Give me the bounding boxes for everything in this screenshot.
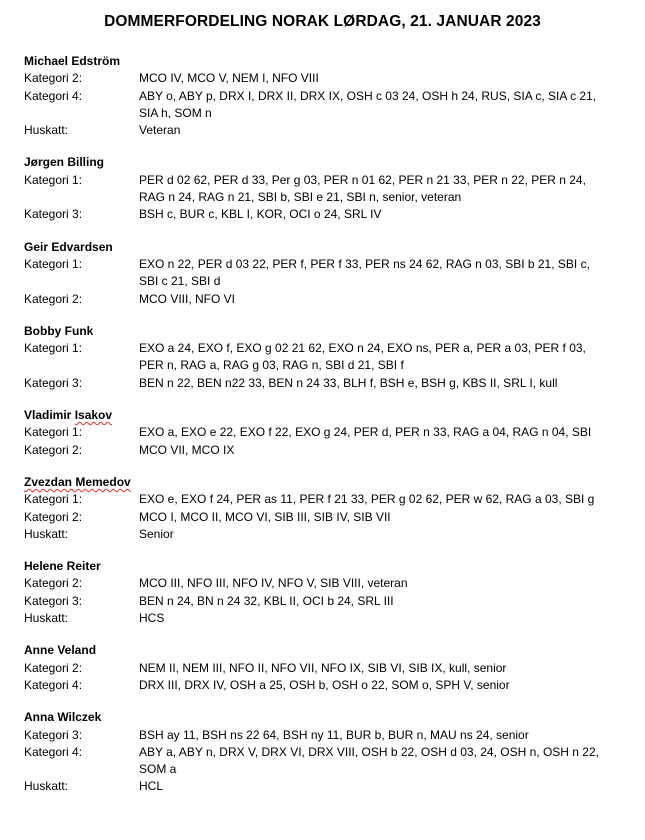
judge-name-part: Anna Wilczek	[24, 710, 102, 725]
judge-section	[24, 154, 624, 223]
category-row	[24, 491, 624, 508]
category-label: Kategori 3:	[24, 207, 83, 222]
category-value: SBI c 21, SBI d	[139, 274, 221, 289]
judge-name	[24, 154, 624, 171]
judge-name	[24, 642, 624, 659]
category-label: Huskatt:	[24, 779, 69, 794]
category-row	[24, 778, 624, 795]
judge-name-part: Anne Veland	[24, 643, 97, 658]
spellcheck-flagged-word: Zvezdan Memedov	[24, 474, 131, 489]
category-label: Kategori 2:	[24, 442, 83, 457]
category-label: Kategori 3:	[24, 375, 83, 390]
category-value: MCO VII, MCO IX	[139, 442, 235, 457]
judge-name-part: Helene Reiter	[24, 559, 101, 574]
category-row	[24, 727, 624, 744]
category-row	[24, 122, 624, 139]
category-value: SIA h, SOM n	[139, 105, 212, 120]
category-value: MCO VIII, NFO VI	[139, 291, 236, 306]
judge-section	[24, 53, 624, 139]
category-value: MCO III, NFO III, NFO IV, NFO V, SIB VIII, veteran	[139, 576, 408, 591]
judge-list	[24, 53, 624, 811]
category-row	[24, 442, 624, 459]
category-row	[24, 761, 624, 778]
category-value: RAG n 24, RAG n 21, SBI b, SBI e 21, SBI n, senior, veteran	[139, 190, 462, 205]
category-row	[24, 172, 624, 189]
category-value: ABY a, ABY n, DRX V, DRX VI, DRX VIII, OSH b 22, OSH d 03, 24, OSH n, OSH n 22,	[139, 744, 599, 759]
judge-name-part: Jørgen Billing	[24, 155, 105, 170]
category-row	[24, 375, 624, 392]
judge-name-part: Vladimir	[24, 408, 75, 423]
category-value: PER n, RAG a, RAG g 03, RAG n, SBI d 21, SBI f	[139, 358, 404, 373]
category-row	[24, 357, 624, 374]
category-row	[24, 677, 624, 694]
category-label: Kategori 2:	[24, 71, 83, 86]
category-row	[24, 575, 624, 592]
page-title: DOMMERFORDELING NORAK LØRDAG, 21. JANUAR 2023	[104, 13, 541, 30]
category-label	[24, 273, 139, 290]
category-label	[24, 189, 139, 206]
category-row	[24, 509, 624, 526]
category-label: Kategori 1:	[24, 492, 83, 507]
category-value: EXO a, EXO e 22, EXO f 22, EXO g 24, PER d, PER n 33, RAG a 04, RAG n 04, SBI	[139, 425, 592, 440]
category-label	[24, 105, 139, 122]
judge-section	[24, 323, 624, 392]
category-row	[24, 189, 624, 206]
category-value: NEM II, NEM III, NFO II, NFO VII, NFO IX, SIB VI, SIB IX, kull, senior	[139, 660, 507, 675]
category-value: EXO a 24, EXO f, EXO g 02 21 62, EXO n 24, EXO ns, PER a, PER a 03, PER f 03,	[139, 341, 586, 356]
category-row	[24, 105, 624, 122]
judge-section	[24, 642, 624, 694]
category-value: MCO I, MCO II, MCO VI, SIB III, SIB IV, SIB VII	[139, 509, 391, 524]
category-value: HCS	[139, 611, 165, 626]
judge-name	[24, 558, 624, 575]
judge-section	[24, 407, 624, 459]
category-label	[24, 357, 139, 374]
judge-name-part: Michael Edström	[24, 54, 121, 68]
category-label: Huskatt:	[24, 526, 69, 541]
category-value: ABY o, ABY p, DRX I, DRX II, DRX IX, OSH c 03 24, OSH h 24, RUS, SIA c, SIA c 21,	[139, 88, 597, 103]
judge-name	[24, 474, 624, 491]
category-value: BSH c, BUR c, KBL I, KOR, OCI o 24, SRL IV	[139, 207, 382, 222]
category-row	[24, 610, 624, 627]
category-label: Kategori 4:	[24, 677, 83, 692]
category-row	[24, 291, 624, 308]
judge-section	[24, 474, 624, 543]
judge-name	[24, 323, 624, 340]
judge-name-part: Bobby Funk	[24, 323, 94, 338]
category-value: Senior	[139, 526, 174, 541]
category-value: MCO IV, MCO V, NEM I, NFO VIII	[139, 71, 319, 86]
category-row	[24, 340, 624, 357]
category-label: Kategori 1:	[24, 341, 83, 356]
category-row	[24, 660, 624, 677]
category-row	[24, 256, 624, 273]
category-value: EXO n 22, PER d 03 22, PER f, PER f 33, PER ns 24 62, RAG n 03, SBI b 21, SBI c,	[139, 256, 590, 271]
category-label: Kategori 1:	[24, 172, 83, 187]
category-value: BEN n 24, BN n 24 32, KBL II, OCI b 24, SRL III	[139, 593, 394, 608]
category-value: SOM a	[139, 762, 177, 777]
category-row	[24, 206, 624, 223]
category-value: BEN n 22, BEN n22 33, BEN n 24 33, BLH f, BSH e, BSH g, KBS II, SRL I, kull	[139, 375, 558, 390]
judge-name	[24, 407, 624, 424]
judge-section	[24, 239, 624, 308]
category-label: Kategori 1:	[24, 425, 83, 440]
category-label: Huskatt:	[24, 611, 69, 626]
category-value: DRX III, DRX IV, OSH a 25, OSH b, OSH o 22, SOM o, SPH V, senior	[139, 677, 510, 692]
category-label: Kategori 2:	[24, 509, 83, 524]
category-label: Kategori 3:	[24, 727, 83, 742]
category-value: EXO e, EXO f 24, PER as 11, PER f 21 33, PER g 02 62, PER w 62, RAG a 03, SBI g	[139, 492, 595, 507]
judge-section	[24, 709, 624, 795]
category-label	[24, 761, 139, 778]
category-label: Kategori 2:	[24, 576, 83, 591]
judge-name-part: Geir Edvardsen	[24, 239, 113, 254]
category-row	[24, 273, 624, 290]
category-value: Veteran	[139, 123, 181, 138]
category-value: PER d 02 62, PER d 33, Per g 03, PER n 01 62, PER n 21 33, PER n 22, PER n 24,	[139, 172, 586, 187]
category-row	[24, 70, 624, 87]
category-label: Kategori 2:	[24, 660, 83, 675]
category-row	[24, 88, 624, 105]
category-label: Huskatt:	[24, 123, 69, 138]
category-row	[24, 744, 624, 761]
category-label: Kategori 2:	[24, 291, 83, 306]
judge-name	[24, 53, 624, 70]
category-value: BSH ay 11, BSH ns 22 64, BSH ny 11, BUR b, BUR n, MAU ns 24, senior	[139, 727, 529, 742]
judge-name	[24, 239, 624, 256]
judge-section	[24, 558, 624, 627]
category-value: HCL	[139, 779, 164, 794]
category-row	[24, 424, 624, 441]
category-row	[24, 593, 624, 610]
category-row	[24, 526, 624, 543]
judge-name	[24, 709, 624, 726]
category-label: Kategori 4:	[24, 744, 83, 759]
category-label: Kategori 4:	[24, 88, 83, 103]
category-label: Kategori 3:	[24, 593, 83, 608]
spellcheck-flagged-word: Isakov	[74, 408, 113, 423]
category-label: Kategori 1:	[24, 256, 83, 271]
